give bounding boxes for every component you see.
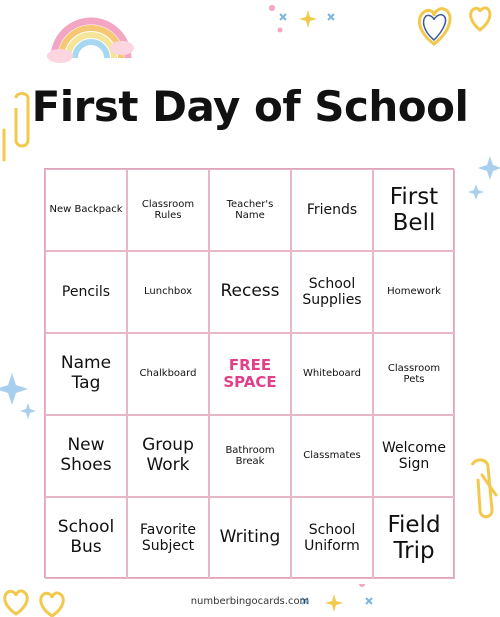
bingo-cell[interactable]: Whiteboard [291,333,373,415]
bingo-cell[interactable]: School Bus [45,497,127,579]
bingo-cell[interactable]: Name Tag [45,333,127,415]
bingo-cell[interactable]: Teacher's Name [209,169,291,251]
bingo-cell[interactable]: Recess [209,251,291,333]
bingo-cell[interactable]: Welcome Sign [373,415,455,497]
bingo-cell[interactable]: Field Trip [373,497,455,579]
bingo-cell[interactable]: Pencils [45,251,127,333]
bingo-cell[interactable]: Classroom Rules [127,169,209,251]
bingo-cell[interactable]: New Shoes [45,415,127,497]
bingo-cell[interactable]: Group Work [127,415,209,497]
bingo-card [44,168,454,578]
bingo-cell[interactable]: Chalkboard [127,333,209,415]
heart-icon [414,2,500,48]
sparkle-icon [268,4,348,34]
bingo-cell[interactable]: New Backpack [45,169,127,251]
bingo-cell[interactable]: Writing [209,497,291,579]
page-title: First Day of School [31,82,469,131]
bingo-cell[interactable]: Classmates [291,415,373,497]
bingo-cell[interactable]: First Bell [373,169,455,251]
bingo-cell[interactable]: Classroom Pets [373,333,455,415]
footer-url: numberbingocards.com [190,596,310,607]
bingo-cell[interactable]: Friends [291,169,373,251]
bingo-cell[interactable]: Homework [373,251,455,333]
rainbow-icon [46,10,136,65]
bingo-cell[interactable]: School Supplies [291,251,373,333]
sparkle-icon [464,150,500,210]
sparkle-icon [0,365,40,420]
bingo-cell[interactable]: Favorite Subject [127,497,209,579]
free-space-cell[interactable]: FREE SPACE [209,333,291,415]
bingo-cell[interactable]: School Uniform [291,497,373,579]
paperclip-icon [462,455,500,535]
bingo-cell[interactable]: Lunchbox [127,251,209,333]
bingo-cell[interactable]: Bathroom Break [209,415,291,497]
